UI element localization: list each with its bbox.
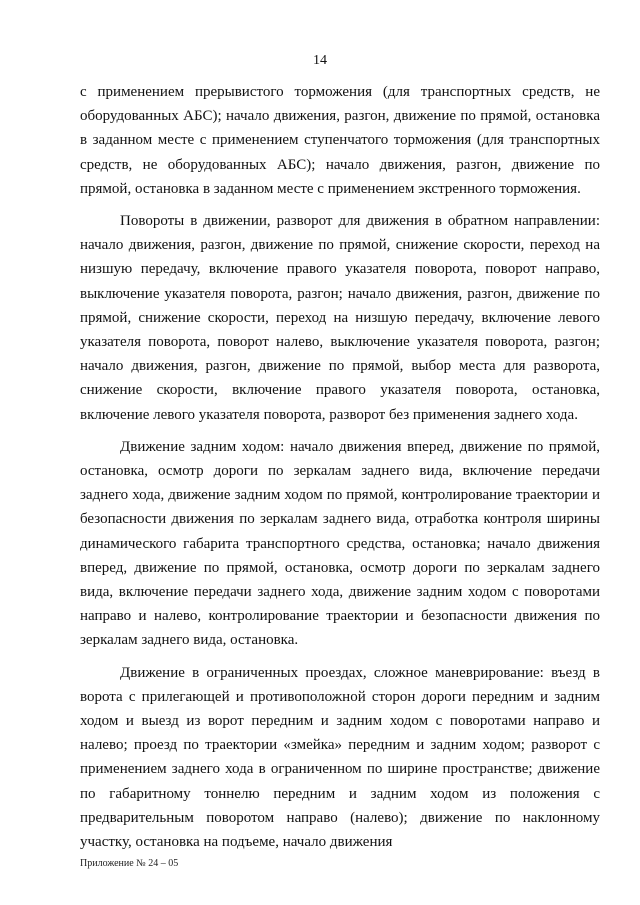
document-body <box>80 80 600 854</box>
page-number: 14 <box>313 53 327 68</box>
paragraph-turns-and-u-turn: Повороты в движении, разворот для движения в обратном направлении: начало движения, разгон, движение по прямой, снижение скорости, переход на низшую передачу, включение правого указателя поворота, поворот направо, выключение указателя поворота, разгон; начало движения, разгон, движение по прямой, снижение скорости, переход на низшую передачу, включение левого указателя поворота, поворот налево, выключение указателя поворота, разгон; начало движения, разгон, движение по прямой, выбор места для разворота, снижение скорости, включение правого указателя поворота, остановка, включение левого указателя поворота, разворот без применения заднего хода. <box>80 213 600 423</box>
paragraph-reversing: Движение задним ходом: начало движения вперед, движение по прямой, остановка, осмотр дороги по зеркалам заднего вида, включение передачи заднего хода, движение задним ходом по прямой, контролирование траектории и безопасности движения по зеркалам заднего вида, отработка контроля ширины динамического габарита транспортного средства, остановка; начало движения вперед, движение по прямой, остановка, осмотр дороги по зеркалам заднего вида, включение передачи заднего хода, движение задним ходом с поворотами направо и налево, контролирование траектории и безопасности движения по зеркалам заднего вида, остановка. <box>80 438 600 649</box>
paragraph-restricted-passages: Движение в ограниченных проездах, сложное маневрирование: въезд в ворота с прилегающей и противоположной сторон дороги передним и задним ходом и выезд из ворот передним и задним ходом с поворотами направо и налево; проезд по траектории «змейка» передним и задним ходом; разворот с применением заднего хода в ограниченном по ширине пространстве; движение по габаритному тоннелю передним и задним ходом из положения с предварительным поворотом направо (налево); движение по наклонному участку, остановка на подъеме, начало движения <box>80 664 600 851</box>
page-footer: Приложение № 24 – 05 <box>80 858 179 869</box>
paragraph-braking-continuation: с применением прерывистого торможения (для транспортных средств, не оборудованных АБС); начало движения, разгон, движение по прямой, остановка в заданном месте с применением ступенчатого торможения (для транспортных средств, не оборудованных АБС); начало движения, разгон, движение по прямой, остановка в заданном месте с применением экстренного торможения. <box>80 84 600 197</box>
